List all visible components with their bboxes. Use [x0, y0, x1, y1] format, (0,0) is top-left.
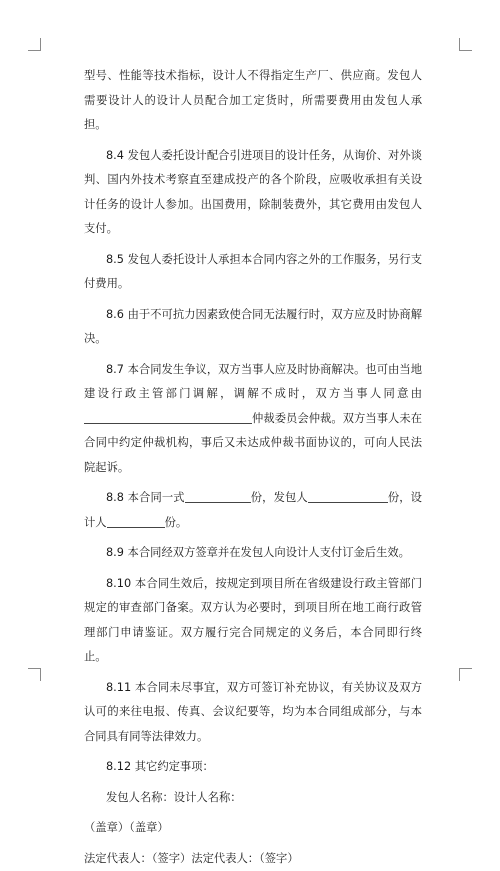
crop-mark-bottom-right — [459, 668, 472, 681]
copies-employer-blank — [308, 490, 388, 503]
clause-8-7 — [84, 358, 422, 481]
party-names-line: 发包人名称：设计人名称： — [84, 786, 422, 811]
clause-8-7-text-a: 8.7 本合同发生争议，双方当事人应及时协商解决。也可由当地建设行政主管部门调解，调解不成时，双方当事人同意由 — [84, 363, 422, 401]
copies-total-blank — [185, 490, 251, 503]
clause-8-5: 8.5 发包人委托设计人承担本合同内容之外的工作服务，另行支付费用。 — [84, 248, 422, 297]
document-body — [84, 64, 422, 871]
clause-8-8-text-b: 份，发包人 — [251, 491, 308, 504]
seal-line: （盖章）（盖章） — [84, 816, 422, 841]
clause-8-8-text-c: 份，设计人 — [84, 491, 422, 529]
arbitration-blank — [84, 411, 252, 424]
clause-8-8-text-d: 份。 — [165, 516, 188, 529]
clause-8-7-text-b: 仲裁委员会仲裁。双方当事人未在合同中约定仲裁机构，事后又未达成仲裁书面协议的，可向人民法院起诉。 — [84, 412, 422, 474]
clause-8-12: 8.12 其它约定事项： — [84, 755, 422, 780]
clause-8-11: 8.11 本合同未尽事宜，双方可签订补充协议，有关协议及双方认可的来往电报、传真、会议纪要等，均为本合同组成部分，与本合同具有同等法律效力。 — [84, 676, 422, 750]
crop-mark-top-left — [28, 38, 41, 51]
clause-8-4: 8.4 发包人委托设计配合引进项目的设计任务，从询价、对外谈判、国内外技术考察直至建成投产的各个阶段，应吸收承担有关设计任务的设计人参加。出国费用，除制装费外，其它费用由发包人支付。 — [84, 144, 422, 242]
crop-mark-bottom-left — [28, 668, 41, 681]
crop-mark-top-right — [459, 38, 472, 51]
copies-designer-blank — [107, 515, 165, 528]
paragraph-continuation: 型号、性能等技术指标，设计人不得指定生产厂、供应商。发包人需要设计人的设计人员配合加工定货时，所需要费用由发包人承担。 — [84, 64, 422, 138]
clause-8-8 — [84, 486, 422, 535]
representative-line: 法定代表人：（签字）法定代表人：（签字） — [84, 847, 422, 871]
clause-8-10: 8.10 本合同生效后，按规定到项目所在省级建设行政主管部门规定的审查部门备案。双方认为必要时，到项目所在地工商行政管理部门申请鉴证。双方履行完合同规定的义务后，本合同即行终止。 — [84, 572, 422, 670]
clause-8-9: 8.9 本合同经双方签章并在发包人向设计人支付订金后生效。 — [84, 541, 422, 566]
clause-8-6: 8.6 由于不可抗力因素致使合同无法履行时，双方应及时协商解决。 — [84, 303, 422, 352]
clause-8-8-text-a: 8.8 本合同一式 — [106, 491, 185, 504]
